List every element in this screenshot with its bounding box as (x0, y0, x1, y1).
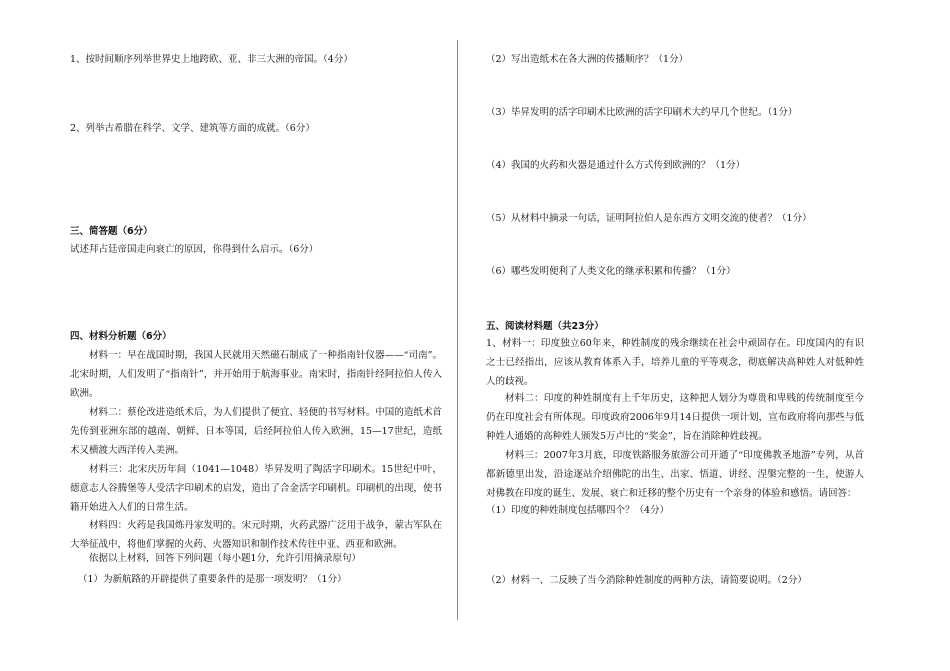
reading-material-2: 材料二：印度的种姓制度有上千年历史，这种把人划分为尊贵和卑贱的传统制度至今仍在印度社会有所体现。印度政府2006年9月14日提供一项计划，宣布政府将向那些与低种姓人通婚的高种姓人颁发5万卢比的“奖金”，旨在消除种姓歧视。 (486, 393, 864, 442)
section-4-title: 四、材料分析题（6分） (70, 331, 172, 342)
section-3-title: 三、简答题（6分） (70, 226, 153, 237)
question-1: 1、按时间顺序列举世界史上地跨欧、亚、非三大洲的帝国。（4分） (70, 54, 353, 65)
sub-question-6: （6）哪些发明便利了人类文化的继承积累和传播？（1分） (486, 266, 736, 277)
material-2: 材料二：蔡伦改进造纸术后，为人们提供了便宜、轻便的书写材料。中国的造纸术首先传到亚洲东部的越南、朝鲜、日本等国，后经阿拉伯人传入欧洲，15—17世纪，造纸术又横渡大西洋传入美洲。 (70, 407, 442, 456)
column-divider (457, 40, 458, 620)
section-5-title: 五、阅读材料题（共23分） (486, 321, 604, 332)
sub-question-5: （5）从材料中摘录一句话，证明阿拉伯人是东西方文明交流的使者？（1分） (486, 213, 812, 224)
section-3-question: 试述拜占廷帝国走向衰亡的原因，你得到什么启示。（6分） (70, 244, 319, 255)
sub-question-3: （3）毕昇发明的活字印刷术比欧洲的活字印刷术大约早几个世纪。（1分） (486, 107, 798, 118)
sub-question-2: （2）写出造纸术在各大洲的传播顺序？（1分） (486, 54, 689, 65)
instruction: 依据以上材料，回答下列问题（每小题1分，允许引用摘录原句） (89, 553, 362, 564)
reading-material-3: 材料三：2007年3月底，印度铁路服务旅游公司开通了“印度佛教圣地游”专列，从首都新德里出发，沿途逐站介绍佛陀的出生、出家、悟道、讲经、涅槃完整的一生，使游人对佛教在印度的诞生、发展、衰亡和迁移的整个历史有一个亲身的体验和感悟。请回答： (486, 450, 864, 499)
material-3: 材料三：北宋庆历年间（1041—1048）毕昇发明了陶活字印刷术。15世纪中叶，德意志人谷腾堡等人受活字印刷术的启发，造出了合金活字印刷机。印刷机的出现，使书籍开始进入人们的日常生活。 (70, 464, 442, 513)
material-1: 材料一：早在战国时期，我国人民就用天然磁石制成了一种指南针仪器——“司南”。北宋时期，人们发明了“指南针”，并开始用于航海事业。南宋时，指南针经阿拉伯人传入欧洲。 (70, 350, 442, 399)
reading-material-1: 1、材料一：印度独立60年来，种姓制度的残余继续在社会中顽固存在。印度国内的有识之士已经指出，应该从教育体系入手，培养儿童的平等观念，彻底解决高种姓人对低种姓人的歧视。 (486, 338, 864, 387)
sub-question-1: （1）为新航路的开辟提供了重要条件的是那一项发明？（1分） (78, 574, 347, 585)
question-2: 2、列举古希腊在科学、文学、建筑等方面的成就。（6分） (70, 123, 315, 134)
sub-question-4: （4）我国的火药和火器是通过什么方式传到欧洲的？（1分） (486, 160, 746, 171)
reading-sub-question-2: （2）材料一、二反映了当今消除种姓制度的两种方法，请简要说明。（2分） (486, 575, 807, 586)
material-4: 材料四：火药是我国炼丹家发明的。宋元时期，火药武器广泛用于战争，蒙古军队在大举征战中，将他们掌握的火药、火器知识和制作技术传往中亚、西亚和欧洲。 (70, 520, 442, 550)
reading-sub-question-1: （1）印度的种姓制度包括哪四个？（4分） (486, 505, 670, 516)
